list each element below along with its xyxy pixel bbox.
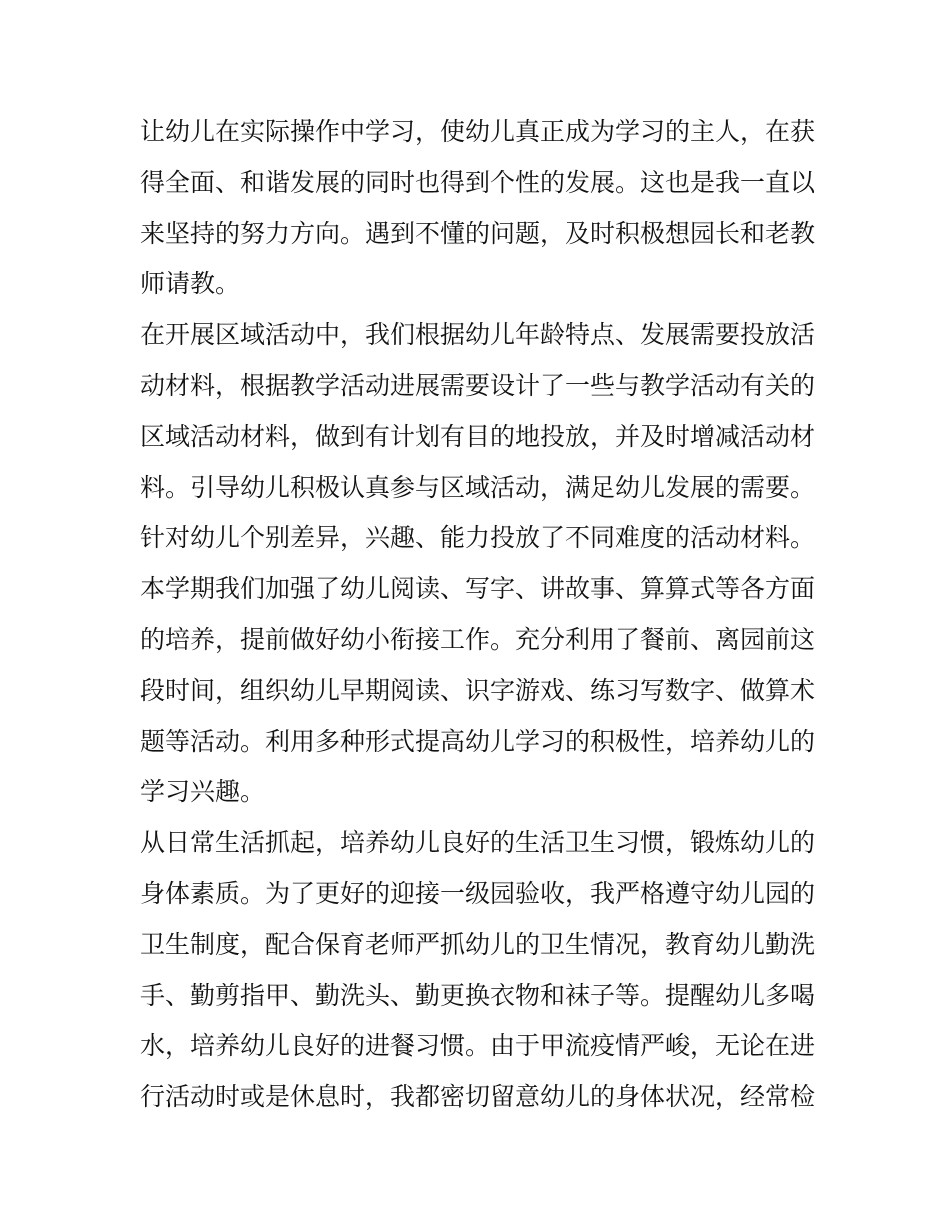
text-line: 行活动时或是休息时，我都密切留意幼儿的身体状况，经常检 bbox=[140, 1082, 816, 1112]
text-line: 得全面、和谐发展的同时也得到个性的发展。这也是我一直以 bbox=[140, 167, 816, 197]
text-line: 题等活动。利用多种形式提高幼儿学习的积极性，培养幼儿的 bbox=[140, 726, 816, 756]
text-line: 手、勤剪指甲、勤洗头、勤更换衣物和袜子等。提醒幼儿多喝 bbox=[140, 980, 816, 1010]
paragraph-2 bbox=[140, 310, 816, 564]
text-line: 动材料，根据教学活动进展需要设计了一些与教学活动有关的 bbox=[140, 370, 816, 400]
text-line: 身体素质。为了更好的迎接一级园验收，我严格遵守幼儿园的 bbox=[140, 878, 816, 908]
text-line: 让幼儿在实际操作中学习，使幼儿真正成为学习的主人，在获 bbox=[140, 117, 816, 146]
paragraph-3 bbox=[140, 564, 816, 818]
text-line: 料。引导幼儿积极认真参与区域活动，满足幼儿发展的需要。 bbox=[140, 472, 816, 502]
text-line: 从日常生活抓起，培养幼儿良好的生活卫生习惯，锻炼幼儿的 bbox=[140, 828, 816, 858]
text-line: 区域活动材料，做到有计划有目的地投放，并及时增减活动材 bbox=[140, 421, 816, 451]
text-line: 水，培养幼儿良好的进餐习惯。由于甲流疫情严峻，无论在进 bbox=[140, 1031, 816, 1061]
document-body bbox=[140, 107, 816, 1123]
text-line: 段时间，组织幼儿早期阅读、识字游戏、练习写数字、做算术 bbox=[140, 675, 816, 705]
text-line: 在开展区域活动中，我们根据幼儿年龄特点、发展需要投放活 bbox=[140, 320, 816, 350]
text-line: 来坚持的努力方向。遇到不懂的问题，及时积极想园长和老教 bbox=[140, 218, 816, 248]
text-line: 学习兴趣。 bbox=[140, 777, 266, 807]
text-line: 师请教。 bbox=[140, 269, 241, 299]
text-line: 本学期我们加强了幼儿阅读、写字、讲故事、算算式等各方面 bbox=[140, 574, 816, 604]
paragraph-4 bbox=[140, 818, 816, 1123]
paragraph-1 bbox=[140, 107, 816, 310]
text-line: 的培养，提前做好幼小衔接工作。充分利用了餐前、离园前这 bbox=[140, 624, 816, 654]
text-line: 针对幼儿个别差异，兴趣、能力投放了不同难度的活动材料。 bbox=[140, 523, 816, 553]
text-line: 卫生制度，配合保育老师严抓幼儿的卫生情况，教育幼儿勤洗 bbox=[140, 929, 816, 959]
